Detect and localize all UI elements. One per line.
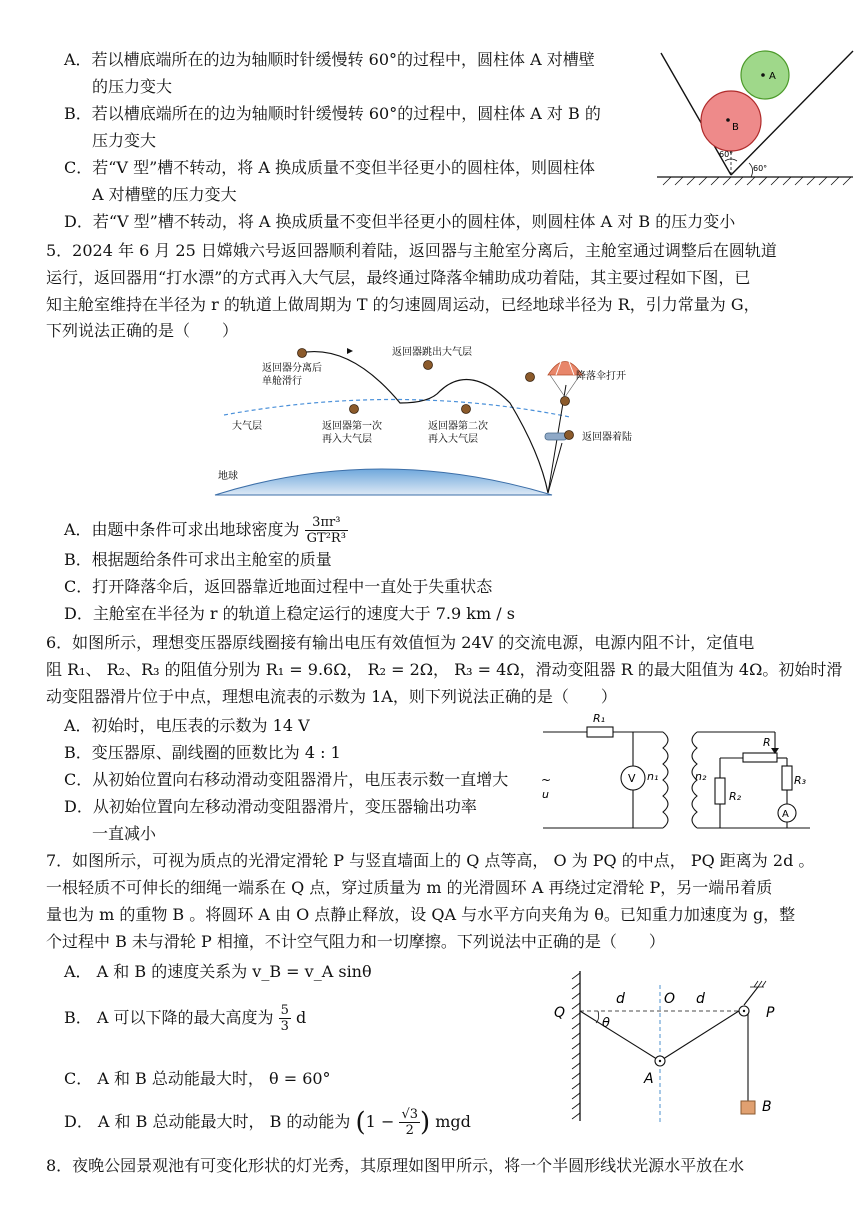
q6-stem-line1: 6．如图所示，理想变压器原线圈接有输出电压有效值恒为 24V 的交流电源，电源内阻不计，定值电: [46, 633, 755, 652]
q6-option-d-line1: D．从初始位置向左移动滑动变阻器滑片，变压器输出功率: [64, 797, 477, 816]
q5-label-atmosphere: 大气层: [232, 421, 262, 432]
q7-option-d-unit: mgd: [435, 1112, 471, 1131]
q4-option-a-line2: 的压力变大: [92, 77, 173, 96]
q6-option-c: C．从初始位置向右移动滑动变阻器滑片，电压表示数一直增大: [64, 770, 509, 789]
q6-label-n2: n₂: [695, 770, 707, 783]
q7-option-d-text: D． A 和 B 总动能最大时， B 的动能为: [64, 1112, 351, 1131]
q6-option-a: A．初始时，电压表的示数为 14 V: [64, 716, 310, 735]
q5-option-d: D．主舱室在半径为 r 的轨道上稳定运行的速度大于 7.9 km / s: [64, 604, 515, 623]
q5-label-second-reentry-1: 返回器第二次: [428, 421, 488, 432]
q6-option-d-line2: 一直减小: [92, 824, 157, 843]
q7-option-a: A． A 和 B 的速度关系为 v_B = v_A sinθ: [64, 962, 372, 981]
q4-label-b: B: [732, 122, 739, 133]
q5-stem-line2: 运行，返回器用“打水漂”的方式再入大气层，最终通过降落伞辅助成功着陆，其主要过程如下图，已: [46, 268, 751, 287]
q6-label-r: R: [763, 736, 771, 749]
q6-label-u: u: [542, 788, 549, 801]
q7-stem-line4: 个过程中 B 未与滑轮 P 相撞，不计空气阻力和一切摩擦。下列说法中正确的是（ ）: [46, 932, 665, 951]
q4-angle-label-1: 60°: [719, 150, 734, 159]
q7-option-c: C． A 和 B 总动能最大时， θ = 60°: [64, 1069, 331, 1088]
q4-option-d: D．若“V 型”槽不转动，将 A 换成质量不变但半径更小的圆柱体，则圆柱体 A 对 B 的压力变小: [64, 212, 736, 231]
q5-stem-line1: 5．2024 年 6 月 25 日嫦娥六号返回器顺利着陆，返回器与主舱室分离后，主舱室通过调整后在圆轨道: [46, 241, 777, 260]
q5-label-first-reentry-1: 返回器第一次: [322, 421, 382, 432]
q5-label-parachute: 降落伞打开: [576, 371, 626, 382]
q5-label-earth: 地球: [218, 471, 238, 482]
q7-label-d-left: d: [616, 991, 625, 1007]
q5-label-jump-out: 返回器跳出大气层: [392, 347, 472, 358]
q5-label-separation-2: 单舱滑行: [262, 376, 302, 387]
q7-stem-line2: 一根轻质不可伸长的细绳一端系在 Q 点，穿过质量为 m 的光滑圆环 A 再绕过定滑轮 P，另一端吊着质: [46, 878, 773, 897]
q5-density-denominator: GT²R³: [306, 531, 346, 546]
q7-label-p: P: [766, 1005, 775, 1021]
q6-stem-line3: 动变阻器滑片位于中点，理想电流表的示数为 1A，则下列说法正确的是（ ）: [46, 687, 617, 706]
q4-label-a: A: [769, 71, 776, 82]
q6-label-r1: R₁: [593, 712, 606, 725]
q7-max-height-fraction: [279, 1003, 291, 1034]
q7-label-a: A: [644, 1071, 654, 1087]
q7-label-o: O: [664, 991, 676, 1007]
q4-option-c-line2: A 对槽壁的压力变大: [92, 185, 237, 204]
q5-option-b: B．根据题给条件可求出主舱室的质量: [64, 550, 332, 569]
q7-label-q: Q: [554, 1005, 566, 1021]
q6-voltmeter-label: V: [628, 772, 636, 785]
q7-kinetic-fraction: [399, 1107, 420, 1138]
q7-fraction-numerator: 5: [280, 1003, 289, 1018]
q4-option-a-line1: A．若以槽底端所在的边为轴顺时针缓慢转 60°的过程中，圆柱体 A 对槽壁: [64, 50, 595, 69]
q7-label-theta: θ: [602, 1016, 610, 1031]
q5-label-first-reentry-2: 再入大气层: [322, 434, 372, 445]
q4-v-groove-figure: [655, 45, 855, 190]
q5-option-a: [64, 512, 348, 548]
q7-stem-line1: 7．如图所示，可视为质点的光滑定滑轮 P 与竖直墙面上的 Q 点等高， O 为 PQ 的中点， PQ 距离为 2d 。: [46, 851, 815, 870]
q7-label-d-right: d: [696, 991, 705, 1007]
q5-option-a-text: A．由题中条件可求出地球密度为: [64, 520, 300, 539]
q5-density-fraction: [305, 515, 348, 546]
q7-pulley-figure: [548, 965, 848, 1130]
q5-label-second-reentry-2: 再入大气层: [428, 434, 478, 445]
q6-option-b: B．变压器原、副线圈的匝数比为 4 : 1: [64, 743, 341, 762]
q7-kinetic-numerator: √3: [401, 1107, 418, 1122]
q6-label-n1: n₁: [647, 770, 659, 783]
q7-option-b-text: B． A 可以下降的最大高度为: [64, 1008, 274, 1027]
q7-kinetic-denominator: 2: [405, 1123, 414, 1138]
q6-label-r3: R₃: [794, 774, 807, 787]
q4-option-b-line1: B．若以槽底端所在的边为轴顺时针缓慢转 60°的过程中，圆柱体 A 对 B 的: [64, 104, 601, 123]
q4-option-b-line2: 压力变大: [92, 131, 157, 150]
q6-label-r2: R₂: [729, 790, 742, 803]
q7-fraction-denominator: 3: [280, 1019, 289, 1034]
q8-stem-line1: 8．夜晚公园景观池有可变化形状的灯光秀，其原理如图甲所示，将一个半圆形线状光源水平放在水: [46, 1156, 745, 1175]
q4-option-c-line1: C．若“V 型”槽不转动，将 A 换成质量不变但半径更小的圆柱体，则圆柱体: [64, 158, 595, 177]
q6-circuit-figure: [535, 708, 835, 838]
q6-stem-line2: 阻 R₁、 R₂、R₃ 的阻值分别为 R₁ = 9.6Ω， R₂ = 2Ω， R₃ = 4Ω，滑动变阻器 R 的最大阻值为 4Ω。初始时滑: [46, 660, 843, 679]
q7-option-b-unit: d: [295, 1008, 307, 1027]
q7-stem-line3: 量也为 m 的重物 B 。将圆环 A 由 O 点静止释放，设 QA 与水平方向夹角为 θ。已知重力加速度为 g，整: [46, 905, 796, 924]
q5-stem-line4: 下列说法正确的是（ ）: [46, 321, 239, 340]
q7-option-d: D． A 和 B 总动能最大时， B 的动能为 (1 − $\frac{√3}{2}$ ) mgd: [64, 1107, 471, 1138]
q6-ammeter-label: A: [782, 809, 789, 820]
q7-label-b: B: [762, 1099, 772, 1115]
q5-option-c: C．打开降落伞后，返回器靠近地面过程中一直处于失重状态: [64, 577, 493, 596]
q7-option-b: [64, 996, 306, 1040]
q7-option-d-inner: 1 −: [365, 1112, 395, 1131]
q6-ac-source-symbol: ~: [541, 773, 552, 787]
q5-label-separation-1: 返回器分离后: [262, 363, 322, 374]
q4-angle-label-2: 60°: [753, 164, 768, 173]
q5-reentry-figure: [210, 343, 650, 503]
q5-stem-line3: 知主舱室维持在半径为 r 的轨道上做周期为 T 的匀速圆周运动，已经地球半径为 R，引力常量为 G，: [46, 295, 760, 314]
q5-density-numerator: 3πr³: [305, 515, 348, 531]
q5-label-landing: 返回器着陆: [582, 432, 632, 443]
